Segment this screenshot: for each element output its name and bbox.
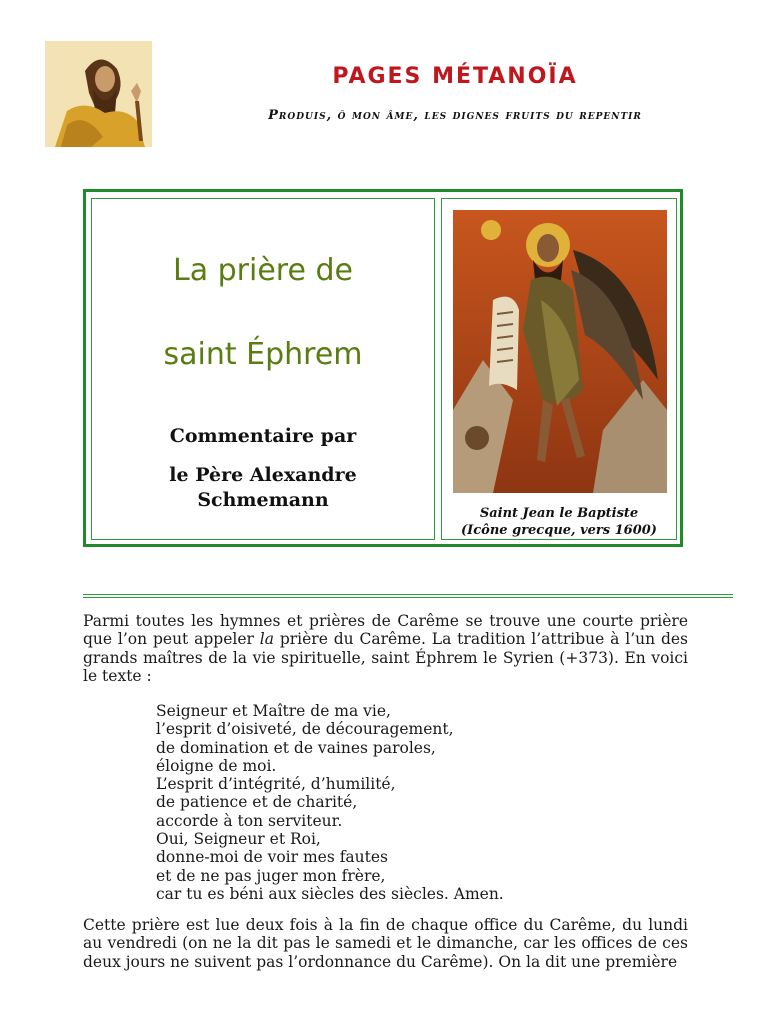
prayer-line: l’esprit d’oisiveté, de découragement, <box>156 720 454 739</box>
prayer-line: car tu es béni aux siècles des siècles. Amen. <box>156 884 504 903</box>
prayer-text <box>156 702 504 903</box>
prayer-line: L’esprit d’intégrité, d’humilité, <box>156 775 396 794</box>
site-title: PAGES MÉTANOÏA <box>332 64 578 89</box>
prayer-line: de domination et de vaines paroles, <box>156 738 436 757</box>
commentary-label: Commentaire par <box>169 425 357 447</box>
author-line-2: Schmemann <box>197 489 329 511</box>
prayer-line: et de ne pas juger mon frère, <box>156 866 386 885</box>
article-title-line-2: saint Éphrem <box>163 337 363 372</box>
prayer-line: accorde à ton serviteur. <box>156 811 343 830</box>
prayer-line: donne-moi de voir mes fautes <box>156 848 389 867</box>
icon-caption <box>442 505 676 539</box>
prayer-line: Seigneur et Maître de ma vie, <box>156 702 391 720</box>
saint-john-icon <box>453 210 667 493</box>
site-logo-icon <box>45 41 152 147</box>
title-box <box>83 189 683 547</box>
caption-line-2: (Icône grecque, vers 1600) <box>461 523 657 538</box>
paragraph-intro <box>83 612 688 685</box>
title-panel <box>91 198 435 540</box>
author-line-1: le Père Alexandre <box>169 464 357 486</box>
paragraph-usage: Cette prière est lue deux fois à la fin de chaque office du Carême, du lundi au vendredi (on ne la dit pas le samedi et le dimanche, car les offices de ces deux jours ne suivent pas l’ordonnance du Carême). On la dit une première <box>83 916 688 971</box>
prayer-line: éloigne de moi. <box>156 756 277 775</box>
paragraph-intro-italic: la <box>259 630 274 649</box>
section-divider <box>83 594 733 598</box>
paragraph-intro-part-2: prière du Carême. La tradition l’attribue à l’un des grands maîtres de la vie spirituelle, saint Éphrem le Syrien (+373). En voici le texte : <box>83 630 689 685</box>
author-name <box>92 463 434 513</box>
paragraph-intro-part-1: Parmi toutes les hymnes et prières de Carême se trouve une courte prière que l’on peut appeler <box>83 612 688 649</box>
prayer-line: Oui, Seigneur et Roi, <box>156 830 321 849</box>
article-title-line-1: La prière de <box>173 253 353 288</box>
icon-panel <box>441 198 677 540</box>
prayer-line: de patience et de charité, <box>156 793 358 812</box>
caption-line-1: Saint Jean le Baptiste <box>479 506 639 521</box>
site-subtitle: Produis, ô mon âme, les dignes fruits du repentir <box>268 108 642 123</box>
